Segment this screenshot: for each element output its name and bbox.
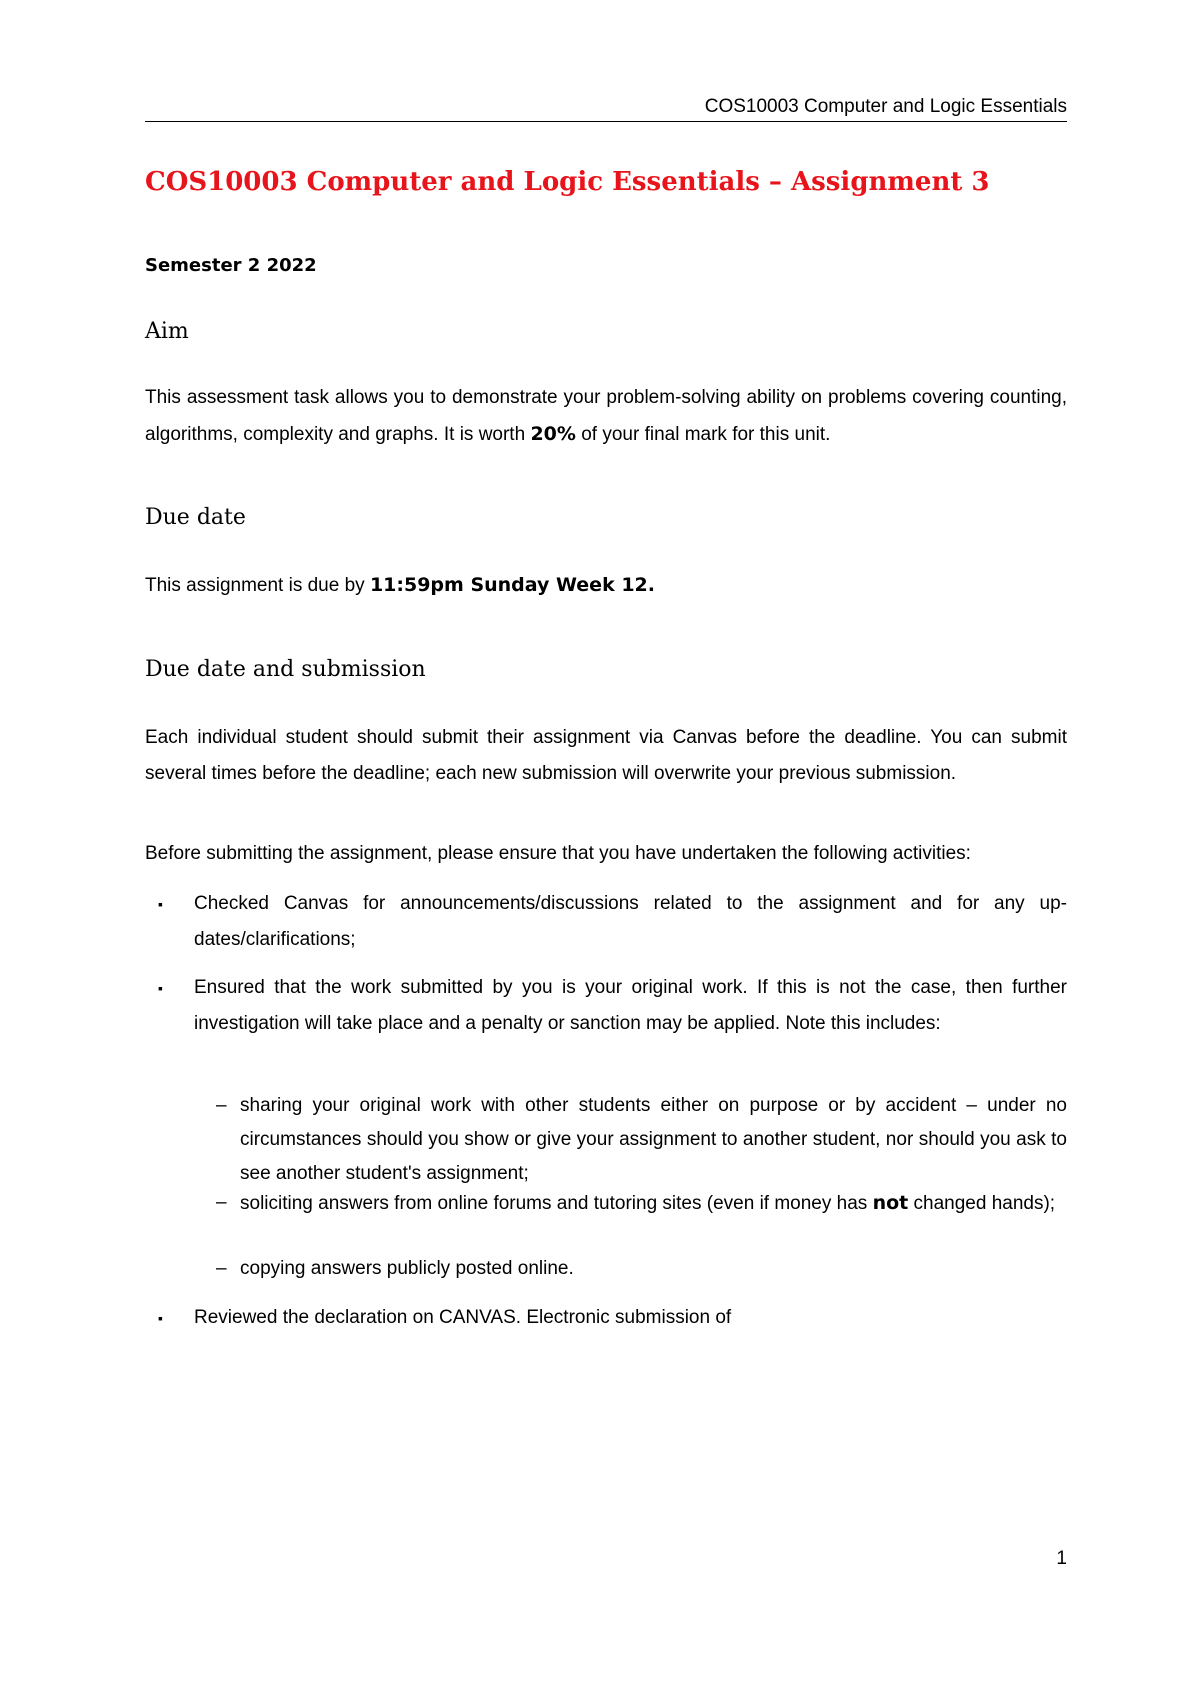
submission-paragraph-1: Each individual student should submit their assignment via Canvas before the deadline. You can submit several times before the deadline; each new submission will overwrite your previous submission. <box>145 727 1067 784</box>
aim-text-after: of your final mark for this unit. <box>575 424 831 445</box>
due-date-paragraph <box>145 567 1067 604</box>
due-date-deadline: 11:59pm Sunday Week 12. <box>369 574 655 596</box>
list-item <box>158 886 1067 958</box>
document-title: COS10003 Computer and Logic Essentials – Assignment 3 <box>145 167 990 197</box>
sub-item-text: copying answers publicly posted online. <box>240 1258 574 1279</box>
sub-item-text-after: changed hands); <box>908 1193 1056 1214</box>
bullet-marker: ▪ <box>158 896 163 912</box>
sub-item-emphasis: not <box>872 1192 909 1214</box>
dash-marker: – <box>216 1192 227 1213</box>
aim-heading: Aim <box>145 319 189 344</box>
list-item <box>158 970 1067 1042</box>
dash-marker: – <box>216 1095 227 1116</box>
bullet-text: Checked Canvas for announcements/discussions related to the assignment and for any up- dates/clarifications; <box>194 893 1067 950</box>
sub-list-item <box>216 1089 1067 1191</box>
aim-text-before: This assessment task allows you to demonstrate your problem-solving ability on problems covering counting, algorithms, complexity and graphs. It is worth <box>145 387 1067 445</box>
submission-paragraph-2: Before submitting the assignment, please ensure that you have undertaken the following activities: <box>145 843 971 864</box>
list-item <box>158 1300 1067 1336</box>
bullet-text: Reviewed the declaration on CANVAS. Electronic submission of <box>194 1307 732 1328</box>
bullet-marker: ▪ <box>158 980 163 996</box>
due-date-heading: Due date <box>145 505 246 530</box>
sub-item-text-before: soliciting answers from online forums and tutoring sites (even if money has <box>240 1193 873 1214</box>
page-number: 1 <box>1056 1548 1067 1569</box>
submission-heading: Due date and submission <box>145 657 426 682</box>
header-rule <box>145 121 1067 122</box>
due-date-text: This assignment is due by <box>145 575 370 596</box>
aim-weight: 20% <box>530 423 576 445</box>
dash-marker: – <box>216 1258 227 1279</box>
sub-item-text: sharing your original work with other students either on purpose or by accident – under no circumstances should you show or give your assignment to another student, nor should you ask to see another student's assignment; <box>240 1095 1067 1184</box>
sub-list-item <box>216 1186 1067 1221</box>
semester-label: Semester 2 2022 <box>145 255 317 276</box>
running-header: COS10003 Computer and Logic Essentials <box>704 96 1067 117</box>
bullet-text: Ensured that the work submitted by you is your original work. If this is not the case, then further investigation will take place and a penalty or sanction may be applied. Note this includes: <box>194 977 1067 1034</box>
aim-paragraph <box>145 380 1067 453</box>
bullet-marker: ▪ <box>158 1310 163 1326</box>
sub-list-item <box>216 1252 1067 1286</box>
sub-item-text <box>240 1186 1067 1221</box>
